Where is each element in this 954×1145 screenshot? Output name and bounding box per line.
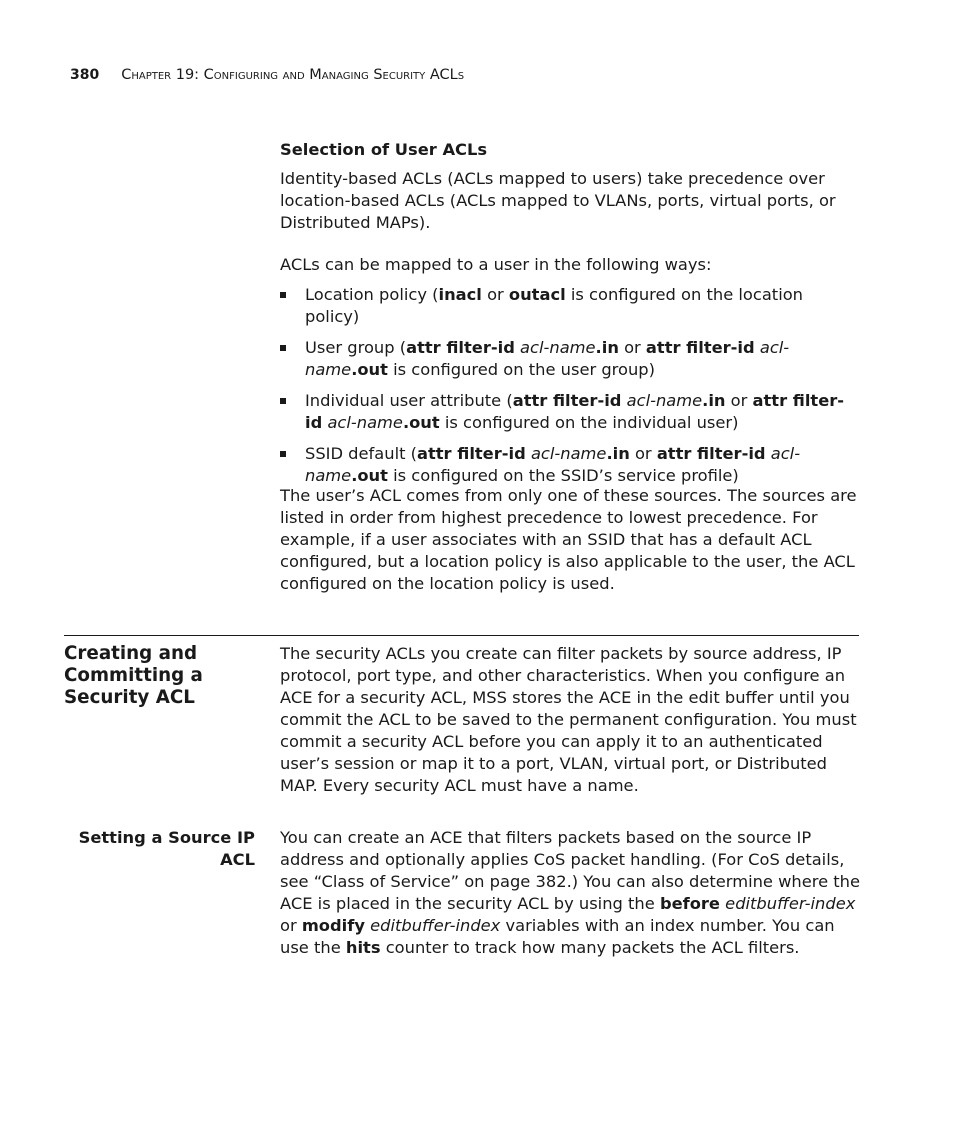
chapter-title: Chapter 19: Configuring and Managing Security ACLs [121,67,465,83]
bullet-icon [280,345,286,351]
page-number: 380 [70,67,100,83]
paragraph-creating: The security ACLs you create can filter packets by source address, IP protocol, port type, and other characteristics. When you configure an ACE for a security ACL, MSS stores the ACE in the edit buffer until you commit the ACL to be saved to the permanent configuration. You must commit a security ACL before you can apply it to an authenticated user’s session or map it to a port, VLAN, virtual port, or Distributed MAP. Every security ACL must have a name. [280,644,857,795]
paragraph-precedence: The user’s ACL comes from only one of these sources. The sources are listed in order from highest precedence to lowest precedence. For example, if a user associates with an SSID that has a default ACL configured, but a location policy is also applicable to the user, the ACL configured on the location policy is used. [280,486,857,593]
list-item: SSID default (attr filter-id acl-name.in or attr filter-id acl-name.out is configured on the SSID’s service profile) [280,443,860,487]
list-item: Individual user attribute (attr filter-id acl-name.in or attr filter-id acl-name.out is configured on the individual user) [280,390,860,434]
section-heading-creating: Creating and Committing a Security ACL [64,643,203,708]
list-item: User group (attr filter-id acl-name.in or attr filter-id acl-name.out is configured on the user group) [280,337,860,381]
list-item: Location policy (inacl or outacl is configured on the location policy) [280,284,860,328]
paragraph-mapping-intro: ACLs can be mapped to a user in the following ways: [280,255,712,274]
mapping-list [280,284,860,496]
section-heading-selection: Selection of User ACLs [280,140,488,159]
paragraph-source-ip: You can create an ACE that filters packets based on the source IP address and optionally applies CoS packet handling. (For CoS details, see “Class of Service” on page 382.) You can also determine where the ACE is placed in the security ACL by using the before editbuffer-index or modify editbuffer-index variables with an index number. You can use the hits counter to track how many packets the ACL filters. [280,828,861,957]
bullet-icon [280,292,286,298]
running-header [70,67,464,83]
bullet-icon [280,451,286,457]
section-divider [64,635,859,636]
bullet-icon [280,398,286,404]
paragraph-identity-acls: Identity-based ACLs (ACLs mapped to users) take precedence over location-based ACLs (ACLs mapped to VLANs, ports, virtual ports, or Distributed MAPs). [280,169,836,232]
subsection-heading-source-ip: Setting a Source IP ACL [78,828,255,869]
